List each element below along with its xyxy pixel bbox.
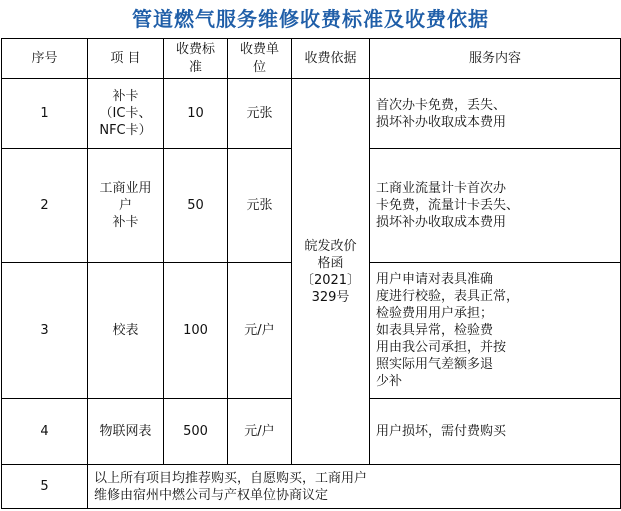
row-service: 用户申请对表具准确 度进行校验，表具正常， 检验费用用户承担； 如表具异常，检验费 用由我公司承担，并按 照实际用气差额多退 少补 (370, 263, 621, 399)
row-item: 补卡 （IC卡、 NFC卡） (88, 79, 164, 149)
row-fee: 500 (164, 399, 228, 465)
footer-row (2, 465, 621, 509)
fee-table (1, 38, 621, 509)
header-service: 服务内容 (370, 39, 621, 79)
row-no: 1 (2, 79, 88, 149)
table-row (2, 79, 621, 149)
row-unit: 元张 (228, 79, 292, 149)
row-no: 2 (2, 149, 88, 263)
row-fee: 10 (164, 79, 228, 149)
header-no: 序号 (2, 39, 88, 79)
row-fee: 100 (164, 263, 228, 399)
row-unit: 元/户 (228, 263, 292, 399)
footer-no: 5 (2, 465, 88, 509)
row-service: 首次办卡免费，丢失、 损坏补办收取成本费用 (370, 79, 621, 149)
header-item: 项 目 (88, 39, 164, 79)
row-service: 用户损坏，需付费购买 (370, 399, 621, 465)
header-unit: 收费单 位 (228, 39, 292, 79)
header-fee: 收费标 准 (164, 39, 228, 79)
row-fee: 50 (164, 149, 228, 263)
header-row (2, 39, 621, 79)
footer-note: 以上所有项目均推荐购买，自愿购买，工商用户 维修由宿州中燃公司与产权单位协商议定 (88, 465, 621, 509)
page-title: 管道燃气服务维修收费标准及收费依据 (132, 7, 489, 31)
row-unit: 元张 (228, 149, 292, 263)
row-item: 工商业用 户 补卡 (88, 149, 164, 263)
row-item: 物联网表 (88, 399, 164, 465)
row-item: 校表 (88, 263, 164, 399)
header-basis: 收费依据 (292, 39, 370, 79)
row-unit: 元/户 (228, 399, 292, 465)
fee-basis: 皖发改价 格函 〔2021〕 329号 (292, 79, 370, 465)
row-service: 工商业流量计卡首次办 卡免费，流量计卡丢失、 损坏补办收取成本费用 (370, 149, 621, 263)
row-no: 4 (2, 399, 88, 465)
row-no: 3 (2, 263, 88, 399)
